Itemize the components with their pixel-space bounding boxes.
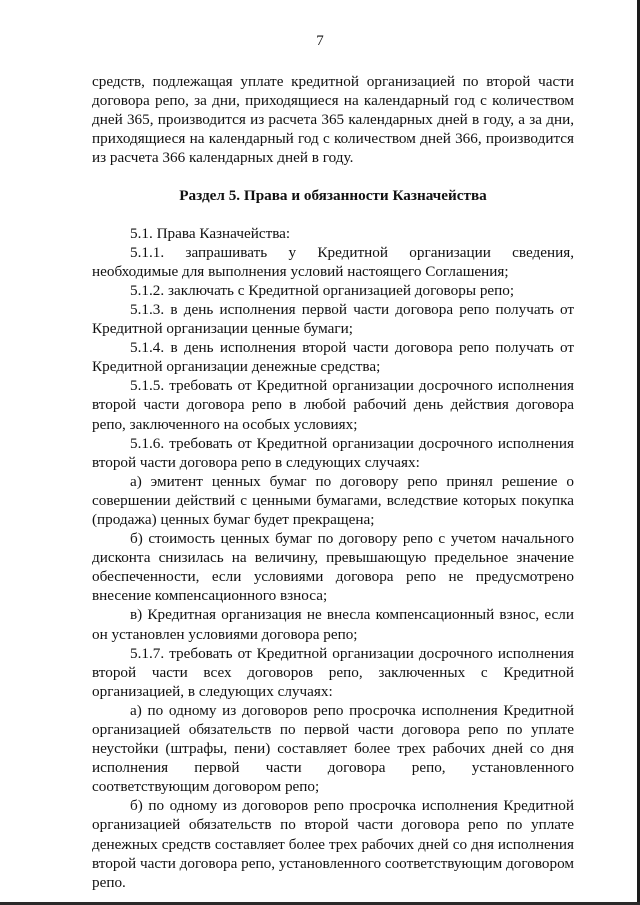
clause-5-1-6-b: б) стоимость ценных бумаг по договору репо с учетом начального дисконта снизилась на величину, превышающую предельное значение обеспеченности, если условиями договора репо не предусмотрено внесение компенсационного взноса; — [92, 530, 574, 605]
clause-5-1-2: 5.1.2. заключать с Кредитной организацией договоры репо; — [130, 281, 515, 299]
document-body — [92, 72, 574, 892]
clause-5-1-5: 5.1.5. требовать от Кредитной организации досрочного исполнения второй части договора репо в любой рабочий день действия договора репо, заключенного на особых условиях; — [92, 377, 574, 433]
clause-5-1-7-a: а) по одному из договоров репо просрочка исполнения Кредитной организацией обязательств по первой части договора репо по уплате неустойки (штрафы, пени) составляет более трех рабочих дней со дня исполнения первой части договора репо, установленного соответствующим договором репо; — [92, 701, 574, 796]
page-number: 7 — [316, 33, 324, 49]
clause-5-1-4: 5.1.4. в день исполнения второй части договора репо получать от Кредитной организации денежные средства; — [92, 339, 574, 376]
clause-5-1-7-b: б) по одному из договоров репо просрочка исполнения Кредитной организацией обязательств по второй части договора репо по уплате денежных средств составляет более трех рабочих дней со дня исполнения второй части договора репо, установленного соответствующим договором репо. — [92, 797, 574, 891]
intro-paragraph: средств, подлежащая уплате кредитной организацией по второй части договора репо, за дни, приходящиеся на календарный год с количеством дней 365, производится из расчета 365 календарных дней в году, а за дни, приходящиеся на календарный год с количеством дней 366, производится из расчета 366 календарных дней в году. — [92, 73, 574, 167]
section-heading: Раздел 5. Права и обязанности Казначейства — [179, 187, 487, 205]
clause-5-1-3: 5.1.3. в день исполнения первой части договора репо получать от Кредитной организации ценные бумаги; — [92, 300, 574, 338]
clause-5-1-6-v: в) Кредитная организация не внесла компенсационный взнос, если он установлен условиями договора репо; — [92, 606, 574, 643]
clause-5-1-7: 5.1.7. требовать от Кредитной организации досрочного исполнения второй части всех договоров репо, заключенных с Кредитной организацией, в следующих случаях: — [92, 644, 574, 700]
clause-5-1-6-a: а) эмитент ценных бумаг по договору репо принял решение о совершении действий с ценными бумагами, вследствие которых покупка (продажа) ценных бумаг будет прекращена; — [92, 472, 574, 528]
clause-5-1-1: 5.1.1. запрашивать у Кредитной организации сведения, необходимые для выполнения условий настоящего Соглашения; — [92, 243, 574, 280]
clause-5-1: 5.1. Права Казначейства: — [130, 224, 291, 242]
clause-5-1-6: 5.1.6. требовать от Кредитной организации досрочного исполнения второй части договора репо в следующих случаях: — [92, 434, 574, 471]
